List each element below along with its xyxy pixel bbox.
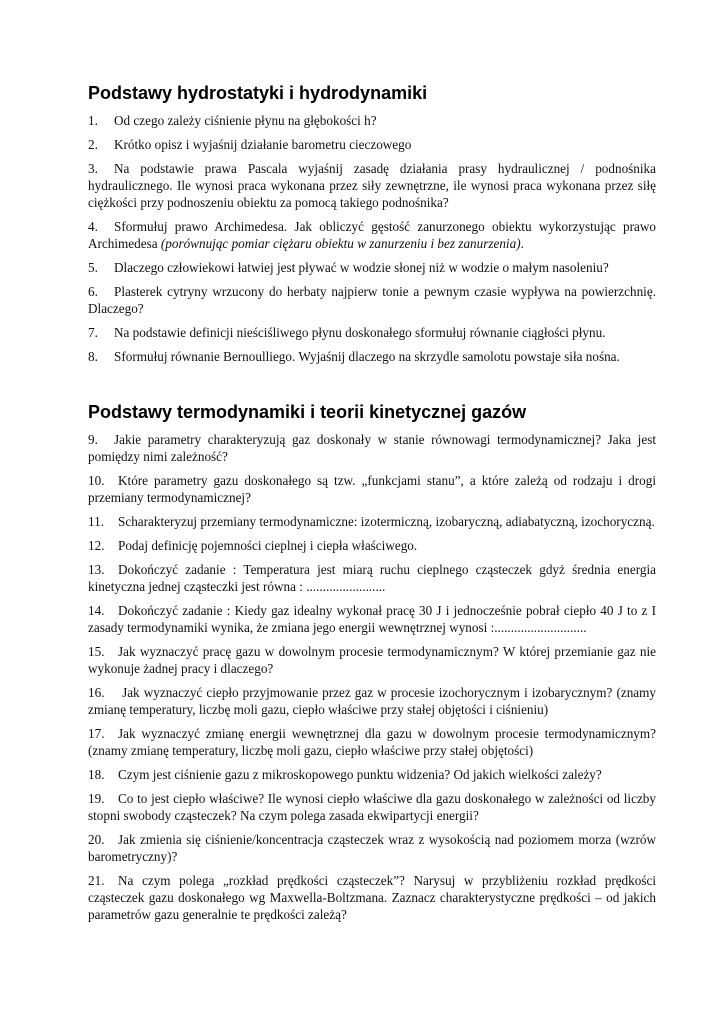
question-number: 10. bbox=[88, 473, 105, 488]
question-number: 9. bbox=[88, 432, 98, 447]
question-text: Dokończyć zadanie : Kiedy gaz idealny wykonał pracę 30 J i jednocześnie pobrał ciepło 40 J to z I zasady termodynamiki wynika, że zmiana jego energii wewnętrznej wynosi :............................ bbox=[88, 603, 656, 635]
question-item bbox=[88, 112, 656, 129]
question-text: Od czego zależy ciśnienie płynu na głębokości h? bbox=[114, 113, 377, 128]
question-item bbox=[88, 324, 656, 341]
question-text: Sformułuj równanie Bernoulliego. Wyjaśnij dlaczego na skrzydle samolotu powstaje siła nośna. bbox=[114, 349, 620, 364]
question-text: Sformułuj prawo Archimedesa. Jak obliczyć gęstość zanurzonego obiektu wykorzystując prawo Archimedesa bbox=[88, 219, 656, 251]
question-number: 11. bbox=[88, 514, 104, 529]
question-number: 19. bbox=[88, 791, 105, 806]
question-number: 7. bbox=[88, 325, 98, 340]
question-number: 20. bbox=[88, 832, 105, 847]
question-text: Jak wyznaczyć ciepło przyjmowanie przez gaz w procesie izochorycznym i izobarycznym? (znamy zmianę temperatury, liczbę moli gazu, ciepło właściwe przy stałej objętości i ciśnieniu) bbox=[88, 685, 656, 717]
question-item bbox=[88, 283, 656, 317]
question-text: Krótko opisz i wyjaśnij działanie barometru cieczowego bbox=[114, 137, 412, 152]
question-item bbox=[88, 348, 656, 365]
question-number: 13. bbox=[88, 562, 105, 577]
question-number: 21. bbox=[88, 873, 105, 888]
question-text: Scharakteryzuj przemiany termodynamiczne: izotermiczną, izobaryczną, adiabatyczną, izochoryczną. bbox=[118, 514, 655, 529]
question-text: Jak wyznaczyć zmianę energii wewnętrznej dla gazu w dowolnym procesie termodynamicznym? (znamy zmianę temperatury, liczbę moli gazu, ciepło właściwe przy stałej objętości) bbox=[88, 726, 656, 758]
question-text: Dokończyć zadanie : Temperatura jest miarą ruchu cieplnego cząsteczek gdyż średnia energia kinetyczna jednej cząsteczki jest równa : ........................ bbox=[88, 562, 656, 594]
question-text: Które parametry gazu doskonałego są tzw. „funkcjami stanu”, a które zależą od rodzaju i drogi przemiany termodynamicznej? bbox=[88, 473, 656, 505]
question-text: Plasterek cytryny wrzucony do herbaty najpierw tonie a pewnym czasie wypływa na powierzchnię. Dlaczego? bbox=[88, 284, 656, 316]
question-item bbox=[88, 766, 656, 783]
question-item bbox=[88, 561, 656, 595]
question-number: 12. bbox=[88, 538, 105, 553]
question-item bbox=[88, 831, 656, 865]
question-item bbox=[88, 160, 656, 211]
question-number: 16. bbox=[88, 685, 105, 700]
question-item bbox=[88, 684, 656, 718]
question-text-tail: . bbox=[520, 236, 524, 251]
question-text: Na czym polega „rozkład prędkości cząsteczek”? Narysuj w przybliżeniu rozkład prędkości cząsteczek gazu doskonałego wg Maxwella-Boltzmana. Zaznacz charakterystyczne prędkości – od jakich parametrów gazu generalnie te prędkości zależą? bbox=[88, 873, 656, 922]
question-number: 1. bbox=[88, 113, 98, 128]
question-number: 17. bbox=[88, 726, 105, 741]
question-number: 18. bbox=[88, 767, 105, 782]
question-item bbox=[88, 790, 656, 824]
question-number: 6. bbox=[88, 284, 98, 299]
question-list-thermodynamics bbox=[88, 431, 656, 923]
question-text: Jak wyznaczyć pracę gazu w dowolnym procesie termodynamicznym? W której przemianie gaz nie wykonuje żadnej pracy i dlaczego? bbox=[88, 644, 656, 676]
question-item bbox=[88, 725, 656, 759]
question-item bbox=[88, 136, 656, 153]
question-text: Podaj definicję pojemności cieplnej i ciepła właściwego. bbox=[118, 538, 418, 553]
question-text: Dlaczego człowiekowi łatwiej jest pływać w wodzie słonej niż w wodzie o małym nasoleniu? bbox=[114, 260, 609, 275]
question-text: Czym jest ciśnienie gazu z mikroskopowego punktu widzenia? Od jakich wielkości zależy? bbox=[118, 767, 602, 782]
question-item bbox=[88, 431, 656, 465]
question-number: 2. bbox=[88, 137, 98, 152]
question-item bbox=[88, 218, 656, 252]
question-number: 8. bbox=[88, 349, 98, 364]
question-item bbox=[88, 472, 656, 506]
question-item bbox=[88, 259, 656, 276]
question-number: 14. bbox=[88, 603, 105, 618]
question-item bbox=[88, 513, 656, 530]
question-item bbox=[88, 872, 656, 923]
question-item bbox=[88, 602, 656, 636]
question-italic-note: (porównując pomiar ciężaru obiektu w zanurzeniu i bez zanurzenia) bbox=[160, 236, 521, 251]
question-item bbox=[88, 537, 656, 554]
question-text: Co to jest ciepło właściwe? Ile wynosi ciepło właściwe dla gazu doskonałego w zależności od liczby stopni swobody cząsteczek? Na czym polega zasada ekwipartycji energii? bbox=[88, 791, 656, 823]
question-number: 5. bbox=[88, 260, 98, 275]
question-item bbox=[88, 643, 656, 677]
question-text: Jak zmienia się ciśnienie/koncentracja cząsteczek wraz z wysokością nad poziomem morza (wzrów barometryczny)? bbox=[88, 832, 656, 864]
section-title-hydrostatics: Podstawy hydrostatyki i hydrodynamiki bbox=[88, 83, 428, 103]
question-text: Jakie parametry charakteryzują gaz doskonały w stanie równowagi termodynamicznej? Jaka jest pomiędzy nimi zależność? bbox=[88, 432, 656, 464]
question-text: Na podstawie prawa Pascala wyjaśnij zasadę działania prasy hydraulicznej / podnośnika hydraulicznego. Ile wynosi praca wykonana przez siły zewnętrzne, ile wynosi praca wykonana przez siłę ciężkości przy podnoszeniu obiektu za pomocą takiego podnośnika? bbox=[88, 161, 656, 210]
section-title-thermodynamics: Podstawy termodynamiki i teorii kinetycznej gazów bbox=[88, 402, 527, 422]
question-list-hydrostatics bbox=[88, 112, 656, 365]
question-text: Na podstawie definicji nieściśliwego płynu doskonałego sformułuj równanie ciągłości płynu. bbox=[114, 325, 606, 340]
question-number: 4. bbox=[88, 219, 98, 234]
question-number: 3. bbox=[88, 161, 98, 176]
question-number: 15. bbox=[88, 644, 105, 659]
